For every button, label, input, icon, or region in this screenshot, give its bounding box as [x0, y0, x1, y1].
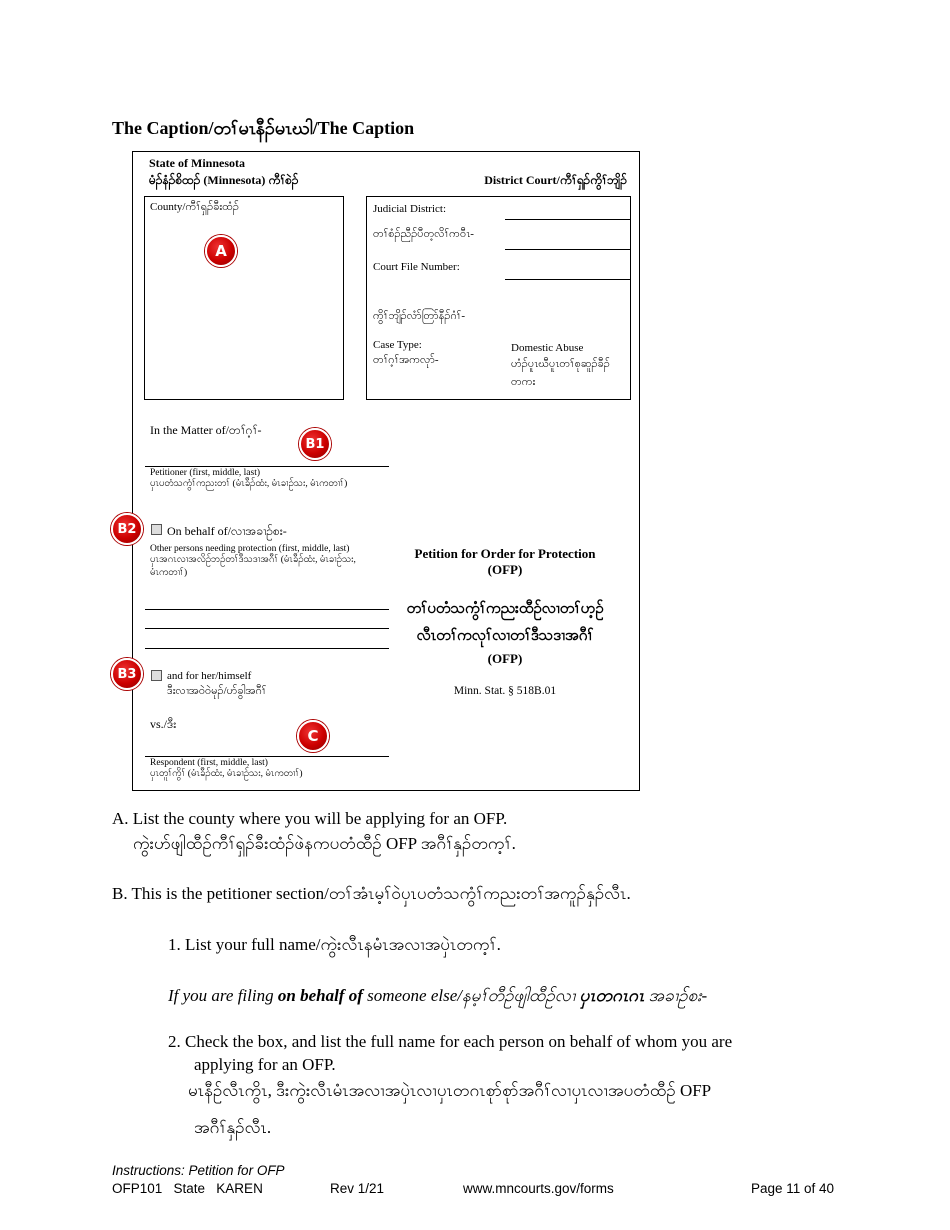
judicial-district-label: Judicial District:: [373, 203, 447, 215]
case-type-value: Domestic Abuse: [511, 342, 584, 354]
district-court-label: District Court/ကီၢ်ရှၣ်ကွိၢ်ဘျိၣ်: [484, 173, 627, 187]
instruction-b2-karen: မၤနီဉ်လီၤကွိၤ, ဒီးကွဲးလီၤမံၤအလၢအပှဲၤလၢပှၤတဂၤစုာ်စုာ်အဂီၢ်လၢပှၤလၢအပတံထီဉ် OFP: [188, 1081, 712, 1100]
state-line-1: State of Minnesota: [149, 156, 245, 170]
petition-title-karen: တၢ်ပတံသကွံၢ်ကညးထီဉ်လၢတၢ်ဟ့ဉ် လီၤတၢ်ကလုၢ်လၢတၢ်ဒီသဒၢအဂီၢ်: [406, 601, 604, 644]
badge-b2: B2: [111, 513, 143, 545]
badge-b3: B3: [111, 658, 143, 690]
others-line-2: [145, 628, 389, 629]
county-box: [144, 196, 344, 400]
court-info-box: [366, 196, 631, 400]
footer-title: Instructions: Petition for OFP: [112, 1163, 285, 1178]
court-file-label: Court File Number:: [373, 261, 460, 273]
vs-label: vs./ဒီး: [150, 717, 177, 731]
footer-rev: Rev 1/21: [330, 1181, 385, 1196]
on-behalf-label: On behalf of/လၢအခၢဉ်စး-: [167, 524, 287, 538]
instruction-a: A. List the county where you will be applying for an OFP.: [112, 809, 508, 828]
instruction-b2-cont: applying for an OFP.: [194, 1055, 336, 1074]
footer-page: Page 11 of 40: [751, 1181, 835, 1196]
petitioner-karen: ပှၤပတံသကွံၢ်ကညးတၢ် (မံၤခီၣ်ထံး, မံၤခၢဉ်သး, မံၤကတၢၢ်): [150, 479, 348, 489]
petition-title: Petition for Order for Protection (OFP): [414, 546, 596, 577]
petitioner-label: Petitioner (first, middle, last): [150, 468, 261, 478]
info-divider: [505, 249, 631, 250]
case-type-value-karen-2: တကး: [511, 376, 536, 388]
footer-code: OFP101 State KAREN: [112, 1181, 263, 1196]
court-file-karen: ကွိၢ်ဘျိၣ်လံာ်တြာ်နီၣ်ဂံၢ်-: [373, 310, 466, 322]
judicial-district-karen: တၢ်စံၣ်ညီၣ်ပီတ့လိၢ်ကဝီၤ-: [373, 228, 474, 240]
badge-a: A: [205, 235, 237, 267]
instruction-b2: 2. Check the box, and list the full name for each person on behalf of whom you are: [168, 1032, 733, 1051]
self-label: and for her/himself: [167, 670, 252, 682]
petition-ofp: (OFP): [487, 651, 523, 666]
on-behalf-checkbox[interactable]: [151, 524, 162, 535]
instruction-b1: 1. List your full name/ကွဲးလီၤနမံၤအလၢအပှဲၤတက့ၢ်.: [168, 935, 501, 954]
badge-b1: B1: [299, 428, 331, 460]
section-heading: The Caption/တၢ်မၤနီၣ်မၤဃါ/The Caption: [112, 118, 415, 138]
respondent-line: [145, 756, 389, 757]
case-type-label: Case Type:: [373, 339, 422, 351]
others-karen-2: မံၤကတၢၢ်): [150, 568, 188, 578]
self-karen: ဒီးလၢအဝဲဝဲမုၣ်/ဟ်ခွါအဂီၢ်: [167, 685, 267, 697]
others-line-1: [145, 609, 389, 610]
badge-c: C: [297, 720, 329, 752]
petitioner-line: [145, 466, 389, 467]
matter-of-label: In the Matter of/တၢ်ဂ့ၢ်-: [150, 423, 262, 437]
self-checkbox[interactable]: [151, 670, 162, 681]
others-label: Other persons needing protection (first, middle, last): [150, 544, 350, 554]
footer-url[interactable]: www.mncourts.gov/forms: [463, 1181, 614, 1196]
case-type-value-karen: ဟံၣ်ပူၤဃီပူၤတၢ်စုဆူၣ်ခီၣ်: [511, 358, 610, 370]
judicial-district-line: [505, 219, 631, 220]
instruction-b: B. This is the petitioner section/တၢ်အံၤမ့ၢ်ဝဲပှၤပတံသကွံၢ်ကညးတၢ်အကူၣ်နှၣ်လီၤ.: [112, 884, 631, 903]
filing-note: If you are filing on behalf of someone else/နမ့ၢ်တီဉ်ဖျါထီဉ်လၢ ပှၤတဂၤဂၤ အခၢဉ်စး-: [168, 986, 708, 1005]
county-label: County/ကီၢ်ရှၣ်ခီးထံၣ်: [150, 201, 239, 213]
instruction-b2-karen-cont: အဂီၢ်နှၣ်လီၤ.: [194, 1118, 272, 1137]
respondent-karen: ပှၤတူၢ်ကွိၢ် (မံၤခီၣ်ထံး, မံၤခၢဉ်သး, မံၤကတၢၢ်): [150, 769, 303, 779]
case-type-karen: တၢ်ဂ့ၢ်အကလုာ်-: [373, 354, 439, 366]
state-line-2: မံၣ်နံၣ်စိထၣ် (Minnesota) ကီၢ်စဲၣ်: [149, 173, 299, 187]
statute: Minn. Stat. § 518B.01: [453, 685, 557, 697]
court-file-line: [505, 279, 631, 280]
instruction-a-karen: ကွဲးဟ်ဖျါထီဉ်ကီၢ်ရှၣ်ခီးထံၣ်ဖဲနကပတံထီဉ် OFP အဂီၢ်နှၣ်တက့ၢ်.: [133, 834, 516, 853]
others-karen: ပှၤအဂၤလၢအလိဉ်ဘဉ်တၢ်ဒီသဒၢအဂီၢ် (မံၤခီၣ်ထံး, မံၤခၢဉ်သး,: [150, 555, 356, 565]
others-line-3: [145, 648, 389, 649]
respondent-label: Respondent (first, middle, last): [150, 758, 268, 768]
